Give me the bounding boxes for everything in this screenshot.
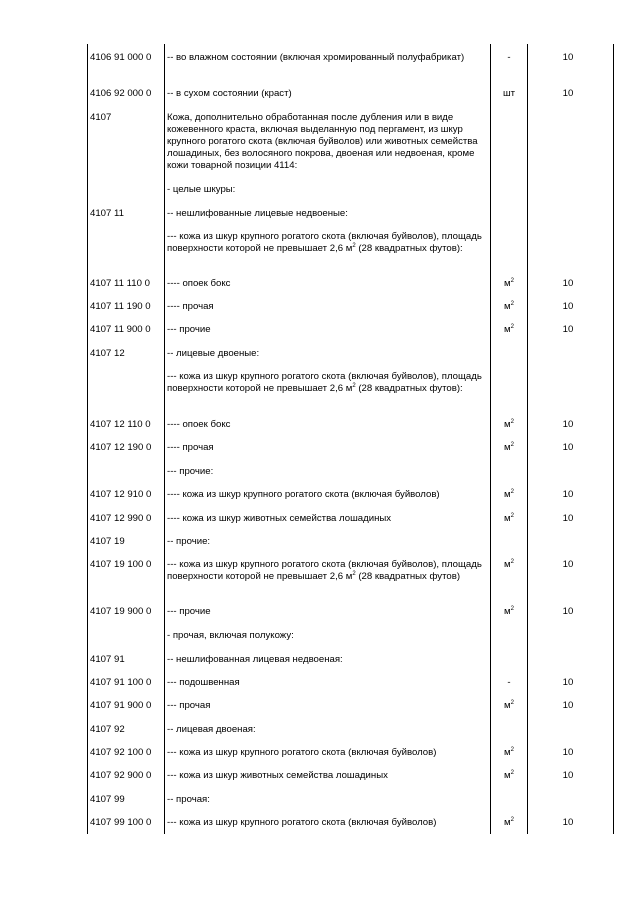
unit-cell: $м^2$ — [504, 770, 514, 781]
duty-rate-cell: 10 — [562, 52, 574, 63]
column-divider — [490, 44, 491, 834]
description-cell: ---- прочая — [167, 301, 214, 312]
code-cell: 4107 11 110 0 — [90, 278, 150, 289]
description-cell: --- прочие — [167, 606, 211, 617]
code-cell: 4106 92 000 0 — [90, 88, 152, 99]
code-cell: 4107 12 190 0 — [90, 442, 152, 453]
description-cell: --- кожа из шкур крупного рогатого скота (включая буйволов) — [167, 817, 437, 828]
duty-rate-cell: 10 — [562, 278, 574, 289]
description-cell: Кожа, дополнительно обработанная после дубления или в виде кожевенного краста, включая выделанную под пергамент, из шкур крупного рогатого скота (включая буйволов) или животных семейства лошадиных, без волосяного покрова, двоеная или недвоеная, кроме кожи товарной позиции 4114: — [167, 112, 478, 171]
duty-rate-cell: 10 — [562, 817, 574, 828]
unit-cell: $м^2$ — [504, 442, 514, 453]
duty-rate-cell: 10 — [562, 301, 574, 312]
code-cell: 4107 91 — [90, 654, 125, 665]
description-cell: --- прочая — [167, 700, 211, 711]
description-cell: -- лицевая двоеная: — [167, 724, 256, 735]
code-cell: 4107 11 190 0 — [90, 301, 151, 312]
description-cell: --- кожа из шкур животных семейства лошадиных — [167, 770, 388, 781]
description-cell: --- прочие — [167, 324, 211, 335]
description-cell: --- кожа из шкур крупного рогатого скота (включая буйволов), площадь поверхности которой не превышает 2,6 $м^2$ (28 квадратных футов) — [167, 559, 482, 582]
code-cell: 4106 91 000 0 — [90, 52, 152, 63]
description-cell: --- кожа из шкур крупного рогатого скота (включая буйволов), площадь поверхности которой не превышает 2,6 $м^2$ (28 квадратных футов): — [167, 371, 482, 394]
unit-cell: $м^2$ — [504, 559, 514, 570]
unit-cell: $м^2$ — [504, 301, 514, 312]
duty-rate-cell: 10 — [562, 677, 574, 688]
code-cell: 4107 99 — [90, 794, 125, 805]
code-cell: 4107 91 100 0 — [90, 677, 152, 688]
column-divider — [164, 44, 165, 834]
duty-rate-cell: 10 — [562, 442, 574, 453]
duty-rate-cell: 10 — [562, 770, 574, 781]
code-cell: 4107 11 900 0 — [90, 324, 151, 335]
description-cell: -- в сухом состоянии (краст) — [167, 88, 292, 99]
code-cell: 4107 19 900 0 — [90, 606, 152, 617]
code-cell: 4107 12 110 0 — [90, 419, 151, 430]
duty-rate-cell: 10 — [562, 324, 574, 335]
description-cell: -- нешлифованные лицевые недвоеные: — [167, 208, 348, 219]
unit-cell: $м^2$ — [504, 513, 514, 524]
column-divider — [87, 44, 88, 834]
code-cell: 4107 11 — [90, 208, 124, 219]
duty-rate-cell: 10 — [562, 489, 574, 500]
code-cell: 4107 91 900 0 — [90, 700, 152, 711]
description-cell: -- нешлифованная лицевая недвоеная: — [167, 654, 343, 665]
description-cell: ---- кожа из шкур крупного рогатого скота (включая буйволов) — [167, 489, 440, 500]
code-cell: 4107 99 100 0 — [90, 817, 152, 828]
unit-cell: - — [507, 677, 511, 688]
description-cell: --- подошвенная — [167, 677, 240, 688]
code-cell: 4107 — [90, 112, 112, 123]
description-cell: ---- опоек бокс — [167, 419, 231, 430]
unit-cell: $м^2$ — [504, 606, 514, 617]
description-cell: - целые шкуры: — [167, 184, 236, 195]
duty-rate-cell: 10 — [562, 700, 574, 711]
code-cell: 4107 19 — [90, 536, 125, 547]
unit-cell: $м^2$ — [504, 324, 514, 335]
unit-cell: $м^2$ — [504, 489, 514, 500]
unit-cell: $м^2$ — [504, 700, 514, 711]
duty-rate-cell: 10 — [562, 606, 574, 617]
code-cell: 4107 12 990 0 — [90, 513, 152, 524]
duty-rate-cell: 10 — [562, 513, 574, 524]
description-cell: --- кожа из шкур крупного рогатого скота (включая буйволов) — [167, 747, 437, 758]
column-divider — [527, 44, 528, 834]
code-cell: 4107 12 910 0 — [90, 489, 152, 500]
description-cell: -- лицевые двоеные: — [167, 348, 260, 359]
description-cell: --- кожа из шкур крупного рогатого скота (включая буйволов), площадь поверхности которой не превышает 2,6 $м^2$ (28 квадратных футов): — [167, 231, 482, 254]
code-cell: 4107 12 — [90, 348, 125, 359]
description-cell: -- прочие: — [167, 536, 211, 547]
description-cell: ---- кожа из шкур животных семейства лошадиных — [167, 513, 392, 524]
code-cell: 4107 92 100 0 — [90, 747, 152, 758]
duty-rate-cell: 10 — [562, 747, 574, 758]
code-cell: 4107 92 900 0 — [90, 770, 152, 781]
code-cell: 4107 19 100 0 — [90, 559, 152, 570]
description-cell: --- прочие: — [167, 466, 214, 477]
code-cell: 4107 92 — [90, 724, 125, 735]
unit-cell: $м^2$ — [504, 817, 514, 828]
description-cell: -- во влажном состоянии (включая хромированный полуфабрикат) — [167, 52, 465, 63]
description-cell: ---- прочая — [167, 442, 214, 453]
description-cell: - прочая, включая полукожу: — [167, 630, 294, 641]
duty-rate-cell: 10 — [562, 419, 574, 430]
column-divider — [613, 44, 614, 834]
unit-cell: - — [507, 52, 511, 63]
unit-cell: $м^2$ — [504, 747, 514, 758]
unit-cell: $м^2$ — [504, 419, 514, 430]
description-cell: ---- опоек бокс — [167, 278, 231, 289]
description-cell: -- прочая: — [167, 794, 210, 805]
unit-cell: $м^2$ — [504, 278, 514, 289]
unit-cell: шт — [502, 88, 516, 99]
duty-rate-cell: 10 — [562, 559, 574, 570]
duty-rate-cell: 10 — [562, 88, 574, 99]
